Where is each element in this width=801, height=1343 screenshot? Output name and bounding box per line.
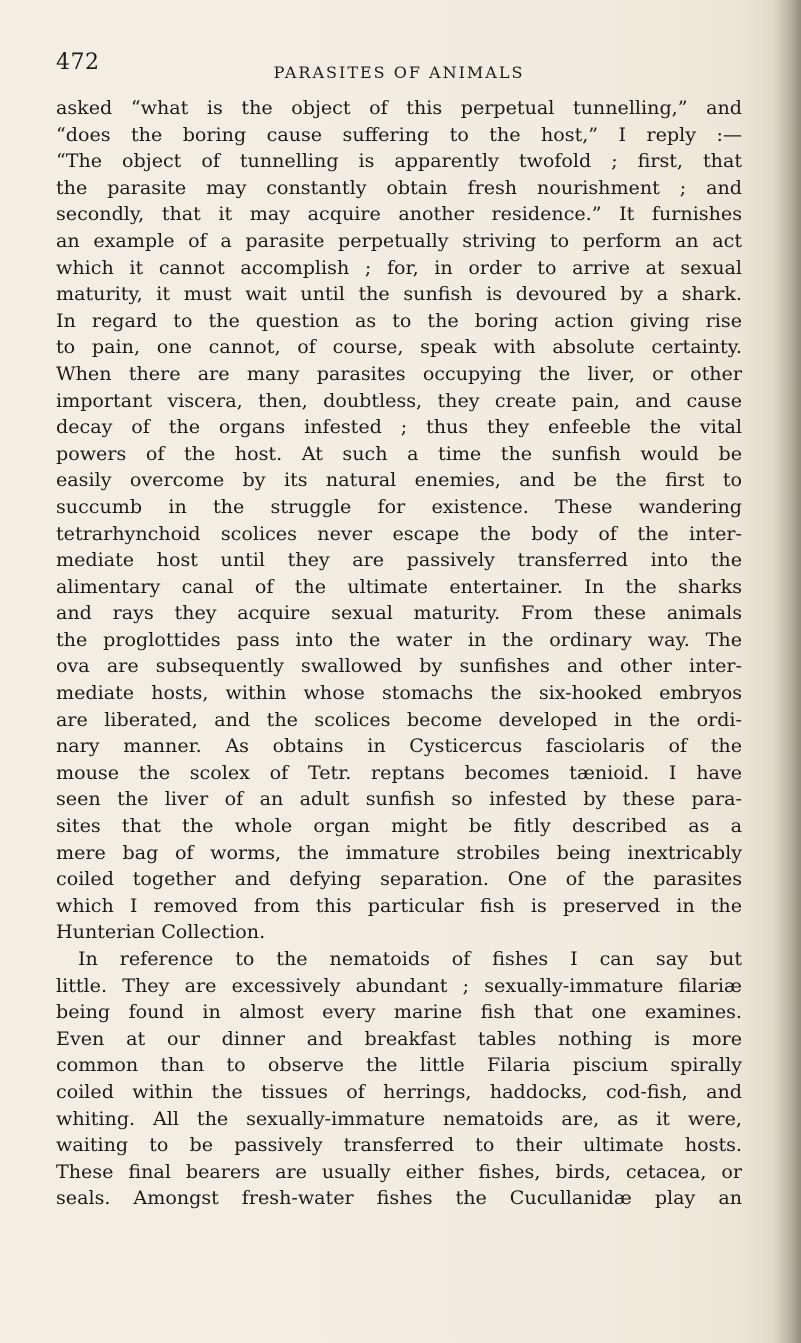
text-line: mere bag of worms, the immature strobiles being inextricably bbox=[56, 840, 742, 864]
text-line: powers of the host. At such a time the sunfish would be bbox=[56, 441, 742, 465]
text-line: maturity, it must wait until the sunfish is devoured by a shark. bbox=[56, 282, 742, 306]
text-line: waiting to be passively transferred to their ultimate hosts. bbox=[56, 1133, 742, 1157]
text-line: mouse the scolex of Tetr. reptans becomes tænioid. I have bbox=[56, 760, 742, 784]
paragraph-start-line: In reference to the nematoids of fishes I can say but bbox=[78, 947, 742, 970]
text-line: decay of the organs infested ; thus they enfeeble the vital bbox=[56, 415, 742, 439]
text-line: important viscera, then, doubtless, they create pain, and cause bbox=[56, 388, 742, 412]
page-header bbox=[56, 50, 742, 84]
paragraph-end-line: Hunterian Collection. bbox=[56, 920, 266, 944]
text-line: common than to observe the little Filaria piscium spirally bbox=[56, 1053, 742, 1077]
text-line: tetrarhynchoid scolices never escape the body of the inter- bbox=[56, 521, 742, 545]
text-line: nary manner. As obtains in Cysticercus fasciolaris of the bbox=[56, 734, 742, 758]
text-line: mediate hosts, within whose stomachs the six-hooked embryos bbox=[56, 681, 742, 705]
page-edge-shadow bbox=[773, 0, 801, 1343]
text-line: seals. Amongst fresh-water fishes the Cucullanidæ play an bbox=[56, 1186, 742, 1210]
text-line: are liberated, and the scolices become developed in the ordi- bbox=[56, 707, 742, 731]
running-head: PARASITES OF ANIMALS bbox=[273, 63, 525, 82]
page-number: 472 bbox=[56, 50, 100, 75]
text-line: alimentary canal of the ultimate entertainer. In the sharks bbox=[56, 574, 742, 598]
text-line: coiled together and defying separation. One of the parasites bbox=[56, 867, 742, 891]
text-line: seen the liver of an adult sunfish so infested by these para- bbox=[56, 787, 742, 811]
text-line: being found in almost every marine fish that one examines. bbox=[56, 1000, 742, 1024]
text-line: succumb in the struggle for existence. These wandering bbox=[56, 494, 742, 518]
text-line: to pain, one cannot, of course, speak with absolute certainty. bbox=[56, 335, 742, 359]
text-line: mediate host until they are passively transferred into the bbox=[56, 548, 742, 572]
text-line: “The object of tunnelling is apparently twofold ; first, that bbox=[56, 149, 742, 173]
text-line: In regard to the question as to the boring action giving rise bbox=[56, 308, 742, 332]
text-line: “does the boring cause suffering to the host,” I reply :— bbox=[56, 122, 742, 146]
text-line: ova are subsequently swallowed by sunfishes and other inter- bbox=[56, 654, 742, 678]
text-line: and rays they acquire sexual maturity. From these animals bbox=[56, 601, 742, 625]
text-line: Even at our dinner and breakfast tables nothing is more bbox=[56, 1026, 742, 1050]
text-line: the parasite may constantly obtain fresh nourishment ; and bbox=[56, 175, 742, 199]
text-line: coiled within the tissues of herrings, haddocks, cod-fish, and bbox=[56, 1079, 742, 1103]
text-line: whiting. All the sexually-immature nematoids are, as it were, bbox=[56, 1106, 742, 1130]
text-line: little. They are excessively abundant ; sexually-immature filariæ bbox=[56, 973, 742, 997]
text-line: These final bearers are usually either fishes, birds, cetacea, or bbox=[56, 1159, 742, 1183]
text-line: easily overcome by its natural enemies, and be the first to bbox=[56, 468, 742, 492]
text-line: which I removed from this particular fish is preserved in the bbox=[56, 893, 742, 917]
text-line: the proglottides pass into the water in the ordinary way. The bbox=[56, 627, 742, 651]
text-line: asked “what is the object of this perpetual tunnelling,” and bbox=[56, 96, 742, 119]
text-line: which it cannot accomplish ; for, in order to arrive at sexual bbox=[56, 255, 742, 279]
text-line: secondly, that it may acquire another residence.” It furnishes bbox=[56, 202, 742, 226]
text-line: an example of a parasite perpetually striving to perform an act bbox=[56, 228, 742, 252]
text-line: sites that the whole organ might be fitly described as a bbox=[56, 814, 742, 838]
body-text bbox=[56, 95, 742, 1212]
text-line: When there are many parasites occupying the liver, or other bbox=[56, 361, 742, 385]
